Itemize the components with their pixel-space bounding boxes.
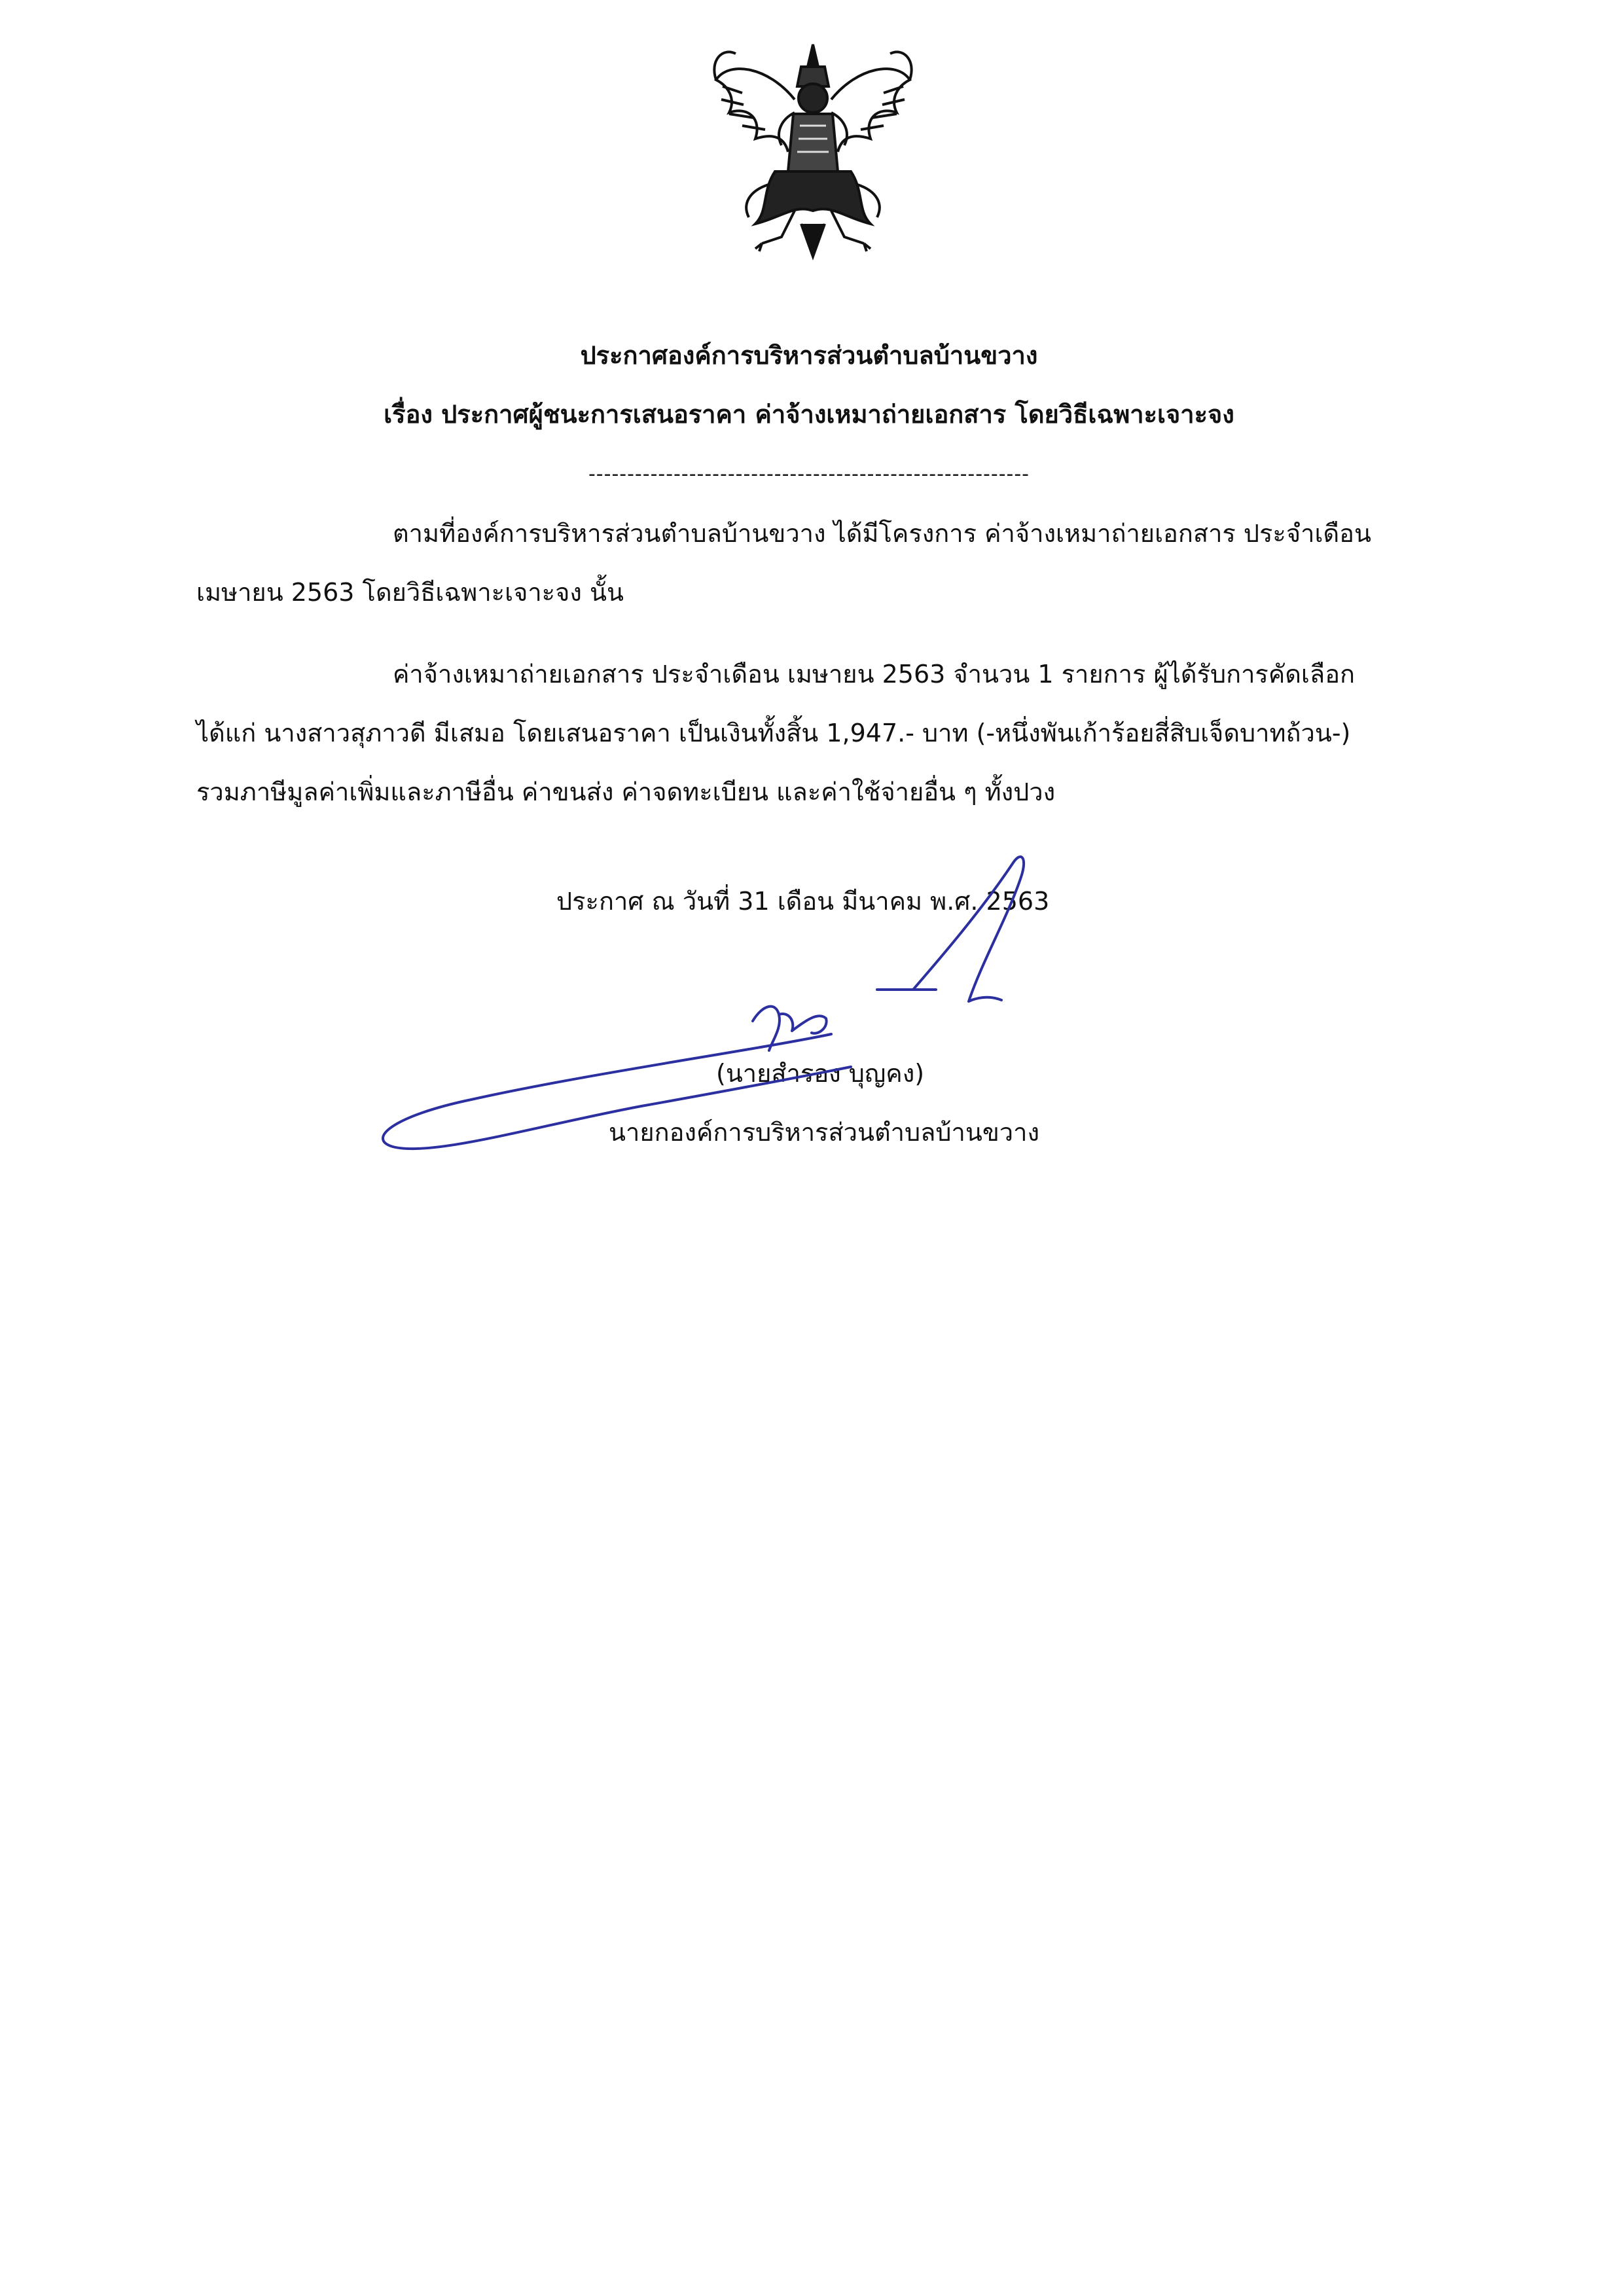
signer-name: (นายสำรอง บุญคง) — [716, 1059, 925, 1088]
paragraph-2-line-3: รวมภาษีมูลค่าเพิ่มและภาษีอื่น ค่าขนส่ง ค่าจดทะเบียน และค่าใช้จ่ายอื่น ๆ ทั้งปวง — [196, 778, 1056, 806]
document-title: ประกาศองค์การบริหารส่วนตำบลบ้านขวาง — [580, 341, 1038, 370]
paragraph-2-line-1: ค่าจ้างเหมาถ่ายเอกสาร ประจำเดือน เมษายน 2563 จำนวน 1 รายการ ผู้ได้รับการคัดเลือก — [393, 660, 1356, 689]
paragraph-1-line-2: เมษายน 2563 โดยวิธีเฉพาะเจาะจง นั้น — [196, 578, 624, 607]
paragraph-1-line-1: ตามที่องค์การบริหารส่วนตำบลบ้านขวาง ได้มีโครงการ ค่าจ้างเหมาถ่ายเอกสาร ประจำเดือน — [393, 519, 1371, 548]
signer-position: นายกองค์การบริหารส่วนตำบลบ้านขวาง — [609, 1118, 1040, 1147]
garuda-emblem-icon — [703, 41, 923, 262]
divider-line: --------------------------------------------------------- — [588, 463, 1030, 486]
paragraph-2-line-2: ได้แก่ นางสาวสุภาวดี มีเสมอ โดยเสนอราคา เป็นเงินทั้งสิ้น 1,947.- บาท (-หนึ่งพันเก้าร้อยสี่สิบเจ็ดบาทถ้วน-) — [196, 719, 1351, 747]
announcement-date: ประกาศ ณ วันที่ 31 เดือน มีนาคม พ.ศ. 2563 — [556, 887, 1050, 916]
document-subject: เรื่อง ประกาศผู้ชนะการเสนอราคา ค่าจ้างเหมาถ่ายเอกสาร โดยวิธีเฉพาะเจาะจง — [384, 400, 1234, 429]
